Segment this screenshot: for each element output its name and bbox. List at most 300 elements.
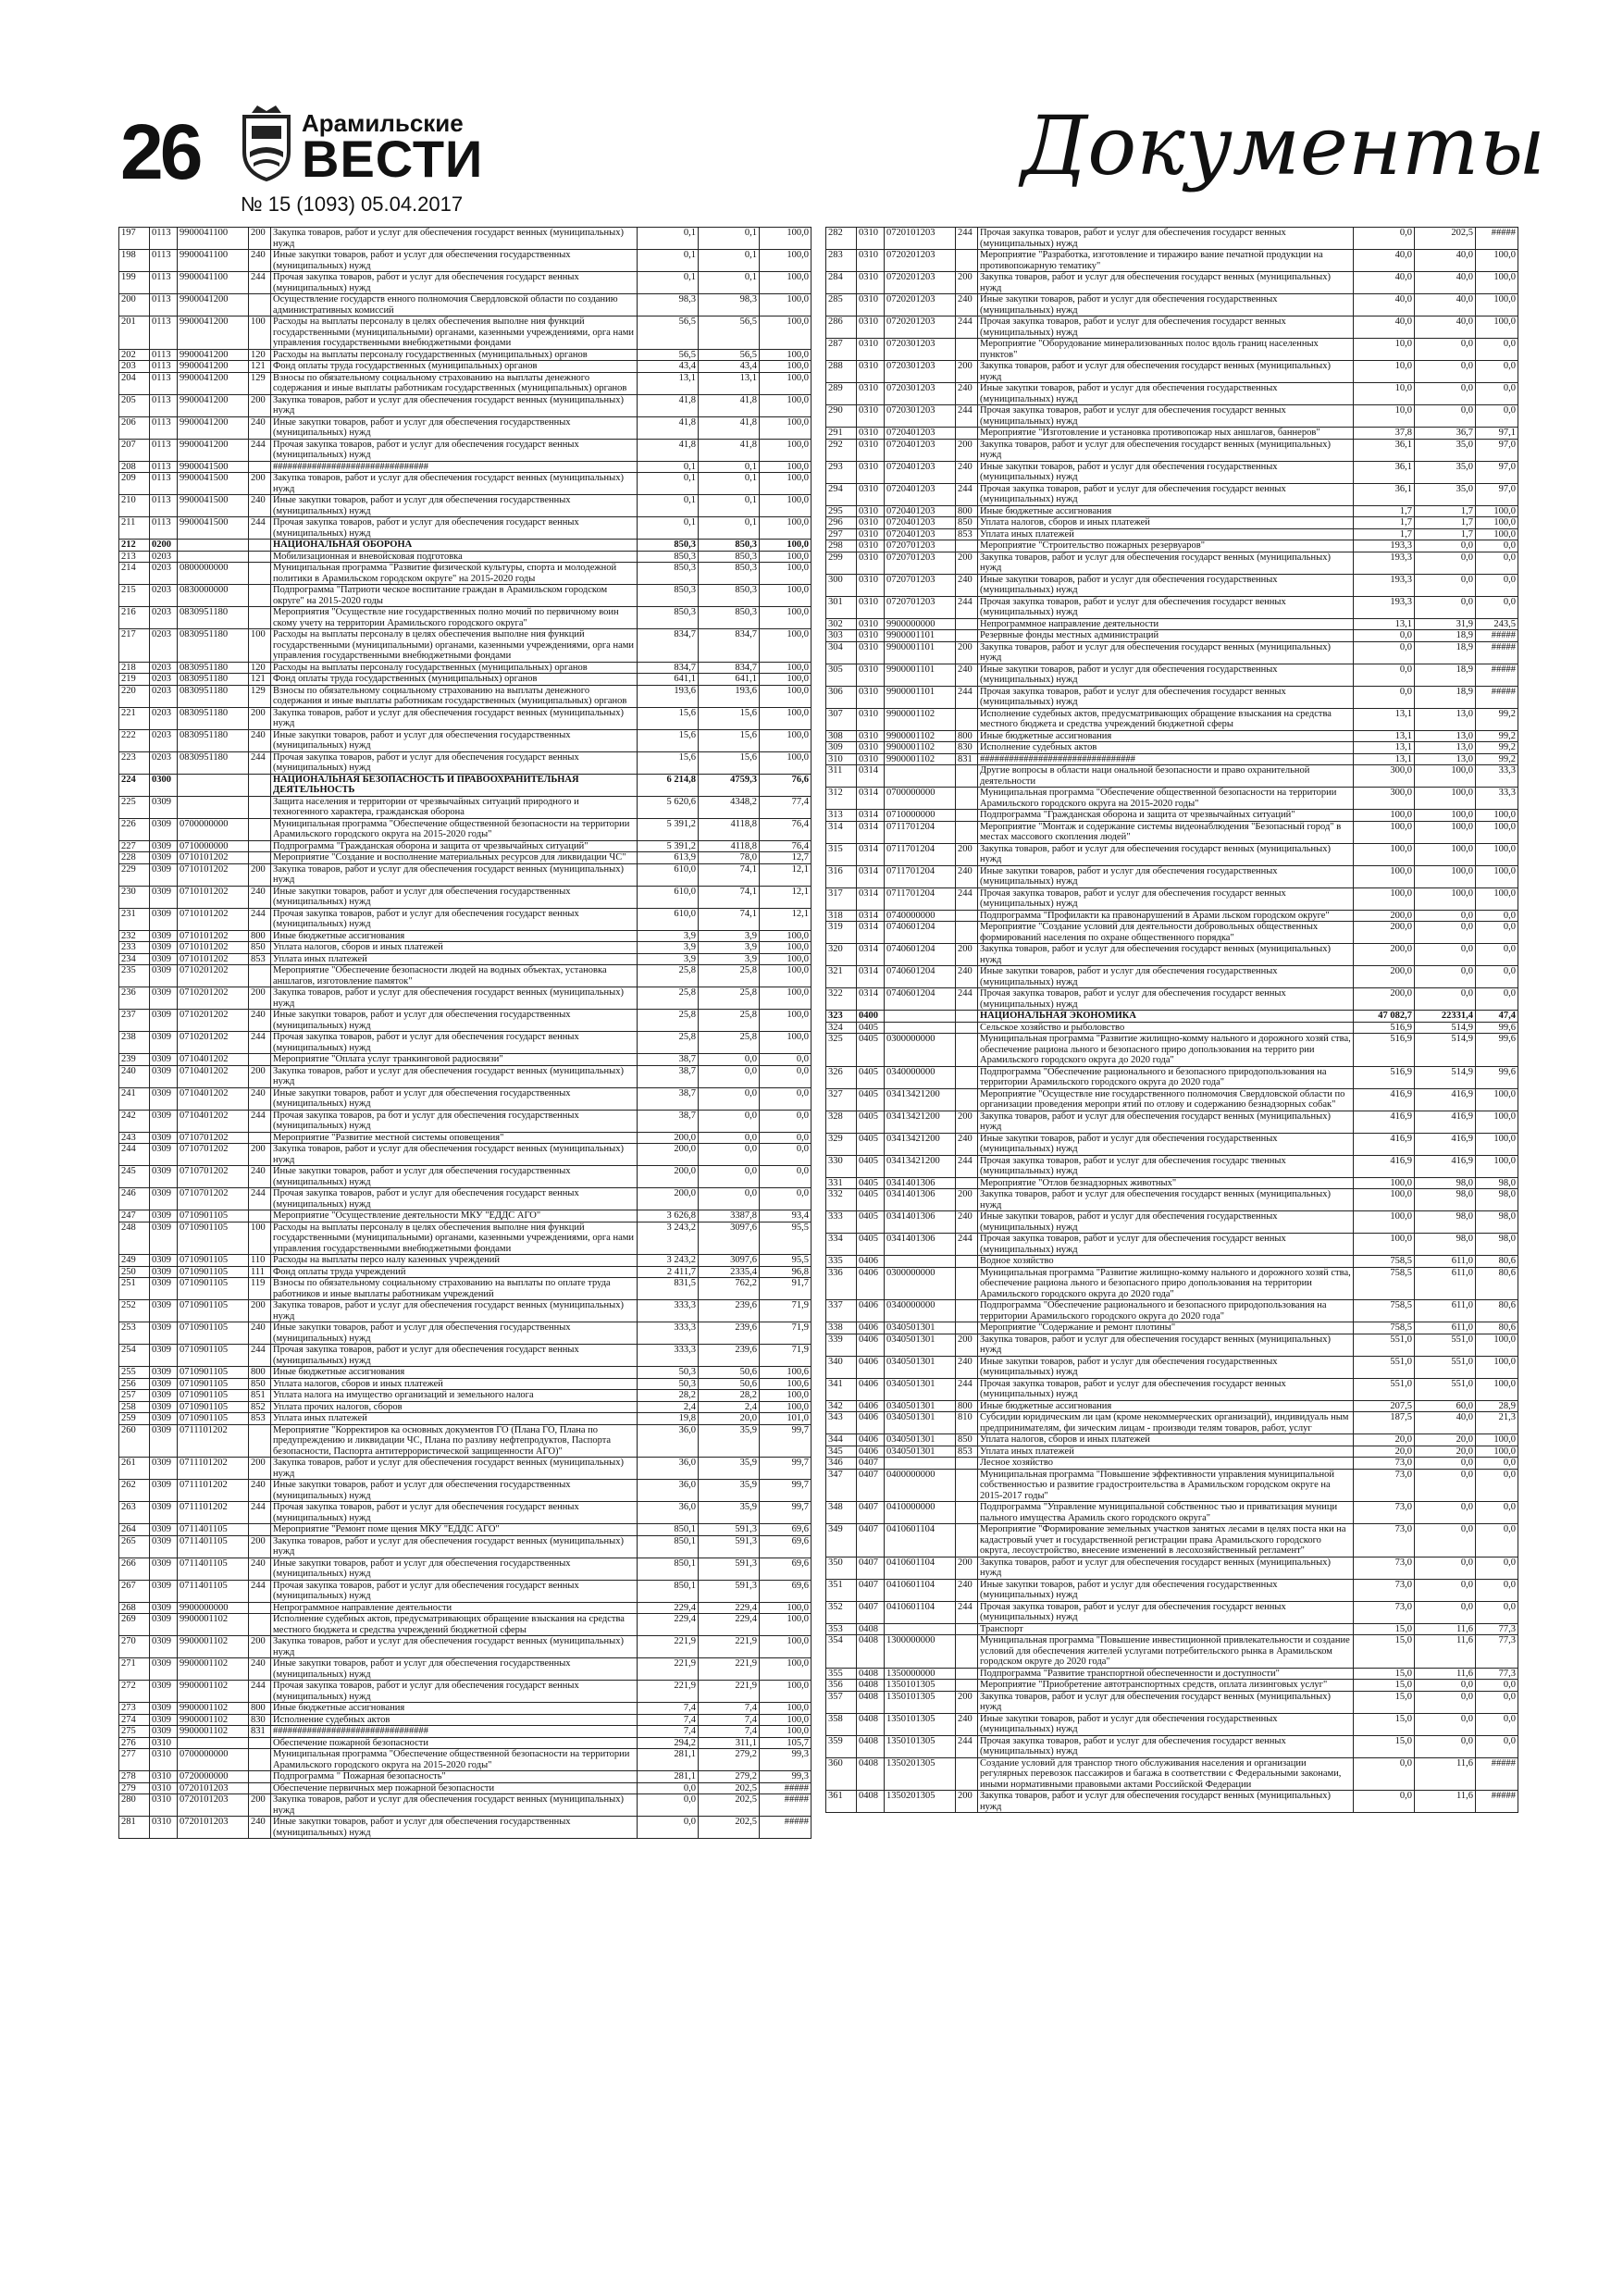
issue-info: № 15 (1093) 05.04.2017	[241, 192, 464, 216]
target-code: 0710901105	[178, 1255, 249, 1267]
expense-name: Мероприятие "Развитие местной системы оповещения"	[271, 1132, 638, 1144]
row-number: 330	[826, 1155, 857, 1177]
target-code: 1350101305	[885, 1680, 956, 1692]
expense-name: Мероприятие "Формирование земельных участков занятых лесами в целях поста нки на кадастровый учет и государственной регистрации права Арамильского городского округа, лесоустройство, внесение изменений в лесохозяйственный регламент"	[978, 1524, 1354, 1558]
plan-value: 6 214,8	[638, 774, 699, 796]
row-number: 268	[119, 1602, 150, 1614]
expense-type: 240	[956, 1356, 978, 1378]
expense-type: 200	[956, 1111, 978, 1133]
fact-value: 1,7	[1415, 528, 1476, 540]
expense-name: Прочая закупка товаров, работ и услуг для обеспечения государст венных (муниципальных) нужд	[271, 272, 638, 294]
percent-value: 0,0	[1476, 910, 1518, 922]
target-code: 0710101202	[178, 942, 249, 954]
section-code: 0309	[150, 1658, 178, 1681]
expense-type: 200	[956, 641, 978, 664]
fact-value: 0,0	[1415, 596, 1476, 618]
table-row	[119, 886, 812, 908]
row-number: 321	[826, 966, 857, 988]
percent-value: 0,0	[1476, 1579, 1518, 1601]
section-code: 0113	[150, 228, 178, 250]
percent-value: 100,0	[1476, 810, 1518, 822]
row-number: 276	[119, 1737, 150, 1749]
percent-value: 100,0	[1476, 505, 1518, 517]
fact-value: 202,5	[699, 1817, 760, 1839]
target-code: 0340501301	[885, 1334, 956, 1356]
expense-type	[956, 1322, 978, 1334]
target-code: 0710401202	[178, 1110, 249, 1132]
percent-value: 99,7	[760, 1502, 812, 1524]
fact-value: 0,0	[1415, 1524, 1476, 1558]
section-code: 0408	[857, 1791, 885, 1813]
plan-value: 416,9	[1354, 1111, 1415, 1133]
expense-type: 200	[249, 1458, 271, 1480]
expense-name: Мероприятие "Обеспечение безопасности людей на водных объектах, установка аншлагов, изготовление памяток"	[271, 965, 638, 987]
section-code: 0406	[857, 1256, 885, 1268]
target-code: 0720000000	[178, 1771, 249, 1783]
table-row	[119, 540, 812, 552]
target-code: 0740601204	[885, 922, 956, 944]
table-row	[119, 1054, 812, 1066]
fact-value: 7,4	[699, 1703, 760, 1715]
expense-type	[249, 607, 271, 629]
table-row	[826, 1757, 1518, 1791]
plan-value: 0,0	[638, 1817, 699, 1839]
table-row	[826, 1412, 1518, 1434]
expense-name: Прочая закупка товаров, работ и услуг для обеспечения государст венных (муниципальных) нужд	[271, 1188, 638, 1210]
percent-value: 100,0	[1476, 272, 1518, 294]
row-number: 319	[826, 922, 857, 944]
expense-name: Взносы по обязательному социальному страхованию на выплаты по оплате труда работников и иные выплаты работникам учреждений	[271, 1278, 638, 1300]
section-code: 0309	[150, 1558, 178, 1580]
section-code: 0408	[857, 1680, 885, 1692]
expense-type: 850	[249, 942, 271, 954]
table-row	[119, 751, 812, 774]
fact-value: 15,6	[699, 729, 760, 751]
expense-type: 200	[956, 552, 978, 574]
fact-value: 41,8	[699, 416, 760, 439]
table-row	[826, 765, 1518, 788]
table-row	[119, 1749, 812, 1771]
section-code: 0309	[150, 1144, 178, 1166]
section-code: 0310	[857, 428, 885, 440]
expense-type	[249, 563, 271, 585]
plan-value: 207,5	[1354, 1400, 1415, 1412]
percent-value: #####	[1476, 1791, 1518, 1813]
expense-type	[956, 1635, 978, 1669]
expense-type	[956, 1011, 978, 1023]
section-code: 0310	[857, 339, 885, 361]
target-code: 0410601104	[885, 1601, 956, 1623]
plan-value: 0,1	[638, 473, 699, 495]
fact-value: 13,0	[1415, 730, 1476, 742]
target-code: 9900041500	[178, 473, 249, 495]
fact-value: 50,6	[699, 1378, 760, 1390]
target-code: 0720701203	[885, 552, 956, 574]
section-code: 0309	[150, 1502, 178, 1524]
table-row	[826, 1234, 1518, 1256]
fact-value: 7,4	[699, 1726, 760, 1738]
section-code: 0309	[150, 1132, 178, 1144]
table-row	[826, 1189, 1518, 1211]
plan-value: 200,0	[1354, 910, 1415, 922]
plan-value: 56,5	[638, 349, 699, 361]
plan-value: 758,5	[1354, 1322, 1415, 1334]
section-code: 0113	[150, 416, 178, 439]
table-row	[119, 1737, 812, 1749]
expense-name: Мероприятие "Оплата услуг транкинговой радиосвязи"	[271, 1054, 638, 1066]
expense-name: Иные закупки товаров, работ и услуг для обеспечения государственных (муниципальных) нужд	[271, 1087, 638, 1110]
section-code: 0310	[857, 708, 885, 730]
row-number: 267	[119, 1580, 150, 1602]
target-code: 9900001102	[885, 742, 956, 754]
expense-type: 200	[956, 1791, 978, 1813]
expense-name: Подпрограмма "Управление муниципальной собственнос тью и приватизация муници пального имущества Арамиль ского городского округа"	[978, 1502, 1354, 1524]
plan-value: 13,1	[1354, 708, 1415, 730]
percent-value: 100,0	[760, 361, 812, 373]
section-code: 0406	[857, 1334, 885, 1356]
plan-value: 850,1	[638, 1558, 699, 1580]
expense-name: Мобилизационная и вневойсковая подготовка	[271, 551, 638, 563]
right-column	[825, 227, 1518, 1813]
percent-value: 0,0	[1476, 944, 1518, 966]
percent-value: 0,0	[1476, 1502, 1518, 1524]
expense-type	[249, 1771, 271, 1783]
percent-value: 0,0	[1476, 988, 1518, 1011]
percent-value: 80,6	[1476, 1300, 1518, 1322]
expense-type: 200	[956, 1189, 978, 1211]
expense-name: Субсидии юридическим ли цам (кроме некоммерческих организаций), индивидуаль ным предпринимателям, фи зическим лицам - производи телям товаров, работ, услуг	[978, 1412, 1354, 1434]
expense-type: 240	[956, 1713, 978, 1735]
percent-value: 100,6	[760, 1378, 812, 1390]
table-row	[119, 1210, 812, 1222]
table-row	[119, 1480, 812, 1502]
expense-name: Расходы на выплаты персоналу в целях обеспечения выполне ния функций государственными (муниципальными) органами, казенными учреждениями, орга нами управления государственными внебюджетными фондами	[271, 316, 638, 350]
row-number: 280	[119, 1794, 150, 1817]
section-code: 0310	[857, 483, 885, 505]
row-number: 285	[826, 294, 857, 316]
row-number: 222	[119, 729, 150, 751]
plan-value: 73,0	[1354, 1524, 1415, 1558]
expense-name: Подпрограмма "Патриоти ческое воспитание граждан в Арамильском городском округе" на 2015-2020 годы	[271, 585, 638, 607]
expense-type: 850	[956, 517, 978, 529]
target-code: 0830951180	[178, 685, 249, 707]
expense-type: 100	[249, 316, 271, 350]
target-code: 03413421200	[885, 1088, 956, 1111]
expense-type: 800	[249, 930, 271, 942]
target-code: 0710901105	[178, 1378, 249, 1390]
percent-value: #####	[760, 1794, 812, 1817]
expense-name: Мероприятие "Осуществле ние государственного полномочия Свердловской области по организации проведения меропри ятий по отлову и содержанию безнадзорных собак"	[978, 1088, 1354, 1111]
percent-value: 0,0	[1476, 1691, 1518, 1713]
expense-name: Лесное хозяйство	[978, 1458, 1354, 1470]
row-number: 348	[826, 1502, 857, 1524]
table-row	[119, 1524, 812, 1536]
target-code: 0710901105	[178, 1345, 249, 1367]
expense-type	[956, 1267, 978, 1300]
target-code: 0711701204	[885, 887, 956, 910]
expense-type	[956, 821, 978, 843]
fact-value: 56,5	[699, 349, 760, 361]
section-code: 0309	[150, 1166, 178, 1188]
fact-value: 850,3	[699, 551, 760, 563]
expense-name: Расходы на выплаты персоналу в целях обеспечения выполне ния функций государственными (муниципальными) органами, казенными учреждениями, орга нами управления государственными внебюджетными фондами	[271, 629, 638, 663]
target-code: 0340501301	[885, 1378, 956, 1400]
section-code: 0405	[857, 1211, 885, 1234]
fact-value: 0,0	[1415, 383, 1476, 405]
target-code: 0710101202	[178, 930, 249, 942]
expense-type: 240	[956, 574, 978, 596]
percent-value: 100,0	[760, 1032, 812, 1054]
table-row	[119, 729, 812, 751]
expense-type: 200	[249, 1065, 271, 1087]
expense-name: Прочая закупка товаров, работ и услуг для обеспечения государст венных (муниципальных) нужд	[271, 517, 638, 540]
table-row	[119, 1614, 812, 1636]
row-number: 311	[826, 765, 857, 788]
table-row	[826, 1088, 1518, 1111]
plan-value: 229,4	[638, 1602, 699, 1614]
plan-value: 20,0	[1354, 1434, 1415, 1446]
plan-value: 0,1	[638, 495, 699, 517]
target-code: 0720201203	[885, 316, 956, 339]
section-code: 0310	[857, 742, 885, 754]
row-number: 344	[826, 1434, 857, 1446]
target-code: 9900041200	[178, 349, 249, 361]
target-code: 0830951180	[178, 751, 249, 774]
target-code: 9900001102	[885, 708, 956, 730]
plan-value: 300,0	[1354, 788, 1415, 810]
fact-value: 18,9	[1415, 664, 1476, 686]
row-number: 349	[826, 1524, 857, 1558]
fact-value: 0,0	[1415, 405, 1476, 428]
table-row	[119, 1132, 812, 1144]
percent-value: 0,0	[1476, 1735, 1518, 1757]
plan-value: 758,5	[1354, 1256, 1415, 1268]
section-code: 0309	[150, 1065, 178, 1087]
target-code: 0340501301	[885, 1446, 956, 1458]
percent-value: 69,6	[760, 1580, 812, 1602]
target-code: 0710101202	[178, 953, 249, 965]
target-code: 0830951180	[178, 707, 249, 729]
percent-value: 0,0	[1476, 1601, 1518, 1623]
expense-name: ################################	[271, 1726, 638, 1738]
expense-name: Прочая закупка товаров, работ и услуг для обеспечения государст венных (муниципальных) нужд	[978, 483, 1354, 505]
table-row	[826, 630, 1518, 642]
row-number: 220	[119, 685, 150, 707]
plan-value: 200,0	[638, 1166, 699, 1188]
percent-value: 100,0	[760, 372, 812, 394]
percent-value: 80,6	[1476, 1256, 1518, 1268]
table-row	[119, 1322, 812, 1345]
expense-type: 244	[249, 1681, 271, 1703]
plan-value: 36,0	[638, 1502, 699, 1524]
plan-value: 38,7	[638, 1087, 699, 1110]
section-code: 0408	[857, 1623, 885, 1635]
expense-name: Уплата иных платежей	[978, 1446, 1354, 1458]
plan-value: 850,1	[638, 1535, 699, 1558]
table-row	[826, 944, 1518, 966]
section-code: 0310	[150, 1737, 178, 1749]
target-code: 0710701202	[178, 1132, 249, 1144]
table-row	[119, 361, 812, 373]
expense-name: Закупка товаров, работ и услуг для обеспечения государст венных (муниципальных) нужд	[271, 394, 638, 416]
row-number: 255	[119, 1367, 150, 1379]
expense-type	[956, 428, 978, 440]
expense-type: 200	[956, 843, 978, 865]
expense-name: Закупка товаров, работ и услуг для обеспечения государст венных (муниципальных) нужд	[978, 1791, 1354, 1813]
row-number: 210	[119, 495, 150, 517]
table-row	[119, 349, 812, 361]
table-row	[119, 1367, 812, 1379]
percent-value: 100,0	[760, 563, 812, 585]
row-number: 198	[119, 250, 150, 272]
expense-name: Иные закупки товаров, работ и услуг для обеспечения государственных (муниципальных) нужд	[978, 1356, 1354, 1378]
expense-name: Иные закупки товаров, работ и услуг для обеспечения государственных (муниципальных) нужд	[978, 1579, 1354, 1601]
expense-name: Муниципальная программа "Повышение эффективности управления муниципальной собственностью и развитие градостроительства в Арамильском городском округе на 2015-2017 годы"	[978, 1469, 1354, 1502]
fact-value: 514,9	[1415, 1022, 1476, 1034]
row-number: 270	[119, 1636, 150, 1658]
expense-type: 240	[249, 729, 271, 751]
percent-value: 100,0	[760, 495, 812, 517]
budget-table-right	[825, 227, 1518, 1813]
expense-name: Прочая закупка товаров, работ и услуг для обеспечения государст венных (муниципальных) нужд	[271, 1681, 638, 1703]
row-number: 224	[119, 774, 150, 796]
table-row	[119, 629, 812, 663]
fact-value: 514,9	[1415, 1034, 1476, 1067]
percent-value: 100,0	[1476, 1356, 1518, 1378]
row-number: 274	[119, 1714, 150, 1726]
table-row	[826, 1446, 1518, 1458]
section-code: 0309	[150, 852, 178, 864]
row-number: 215	[119, 585, 150, 607]
expense-type: 100	[249, 1222, 271, 1255]
percent-value: 100,0	[760, 662, 812, 674]
fact-value: 11,6	[1415, 1791, 1476, 1813]
fact-value: 279,2	[699, 1749, 760, 1771]
expense-name: Закупка товаров, работ и услуг для обеспечения государст венных (муниципальных) нужд	[978, 944, 1354, 966]
target-code: 0710201202	[178, 987, 249, 1010]
target-code: 0720701203	[885, 596, 956, 618]
expense-type: 240	[249, 495, 271, 517]
expense-name: Исполнение судебных актов	[271, 1714, 638, 1726]
expense-name: Иные закупки товаров, работ и услуг для обеспечения государственных (муниципальных) нужд	[271, 729, 638, 751]
target-code: 0341401306	[885, 1211, 956, 1234]
expense-type: 240	[249, 1658, 271, 1681]
expense-name: Резервные фонды местных администраций	[978, 630, 1354, 642]
target-code: 0710901105	[178, 1278, 249, 1300]
table-row	[826, 461, 1518, 483]
row-number: 361	[826, 1791, 857, 1813]
fact-value: 0,0	[1415, 1579, 1476, 1601]
plan-value: 610,0	[638, 886, 699, 908]
table-row	[119, 1817, 812, 1839]
target-code: 0410601104	[885, 1579, 956, 1601]
table-row	[826, 1111, 1518, 1133]
row-number: 355	[826, 1668, 857, 1680]
section-code: 0405	[857, 1133, 885, 1155]
plan-value: 0,1	[638, 250, 699, 272]
expense-type: 240	[956, 461, 978, 483]
fact-value: 0,0	[1415, 1680, 1476, 1692]
section-code: 0300	[150, 774, 178, 796]
percent-value: 100,0	[760, 585, 812, 607]
expense-type: 240	[249, 1087, 271, 1110]
plan-value: 13,1	[638, 372, 699, 394]
row-number: 245	[119, 1166, 150, 1188]
section-code: 0309	[150, 1413, 178, 1425]
expense-name: Иные закупки товаров, работ и услуг для обеспечения государственных (муниципальных) нужд	[271, 250, 638, 272]
expense-name: Защита населения и территории от чрезвычайных ситуаций природного и техногенного характера, гражданская оборона	[271, 796, 638, 818]
table-row	[119, 272, 812, 294]
expense-name: Иные закупки товаров, работ и услуг для обеспечения государственных (муниципальных) нужд	[978, 574, 1354, 596]
table-row	[826, 1469, 1518, 1502]
fact-value: 11,6	[1415, 1668, 1476, 1680]
section-code: 0309	[150, 1424, 178, 1458]
table-row	[826, 1155, 1518, 1177]
fact-value: 221,9	[699, 1658, 760, 1681]
expense-type: 200	[249, 1636, 271, 1658]
target-code: 0341401306	[885, 1189, 956, 1211]
expense-name: Закупка товаров, работ и услуг для обеспечения государст венных (муниципальных) нужд	[978, 272, 1354, 294]
section-code: 0310	[857, 383, 885, 405]
plan-value: 15,6	[638, 707, 699, 729]
row-number: 217	[119, 629, 150, 663]
target-code: 9900000000	[885, 618, 956, 630]
plan-value: 38,7	[638, 1054, 699, 1066]
table-row	[119, 1390, 812, 1402]
percent-value: 100,0	[760, 272, 812, 294]
section-code: 0309	[150, 987, 178, 1010]
table-row	[826, 250, 1518, 272]
row-number: 335	[826, 1256, 857, 1268]
row-number: 269	[119, 1614, 150, 1636]
row-number: 254	[119, 1345, 150, 1367]
table-row	[119, 1166, 812, 1188]
fact-value: 25,8	[699, 1032, 760, 1054]
plan-value: 36,0	[638, 1424, 699, 1458]
table-row	[826, 966, 1518, 988]
fact-value: 56,5	[699, 316, 760, 350]
percent-value: 100,0	[760, 751, 812, 774]
plan-value: 850,3	[638, 585, 699, 607]
row-number: 358	[826, 1713, 857, 1735]
fact-value: 3,9	[699, 930, 760, 942]
row-number: 247	[119, 1210, 150, 1222]
target-code: 0711401105	[178, 1580, 249, 1602]
plan-value: 850,1	[638, 1580, 699, 1602]
expense-type	[249, 1210, 271, 1222]
table-row	[826, 865, 1518, 887]
expense-type	[956, 1022, 978, 1034]
section-code: 0406	[857, 1300, 885, 1322]
table-row	[119, 439, 812, 461]
expense-name: Водное хозяйство	[978, 1256, 1354, 1268]
fact-value: 850,3	[699, 540, 760, 552]
expense-type: 200	[249, 228, 271, 250]
table-row	[826, 887, 1518, 910]
table-row	[119, 1681, 812, 1703]
percent-value: 99,7	[760, 1424, 812, 1458]
section-code: 0310	[857, 505, 885, 517]
target-code: 0720101203	[178, 1782, 249, 1794]
percent-value: 99,2	[1476, 753, 1518, 765]
plan-value: 200,0	[638, 1144, 699, 1166]
expense-name: Прочая закупка товаров, работ и услуг для обеспечения государст венных (муниципальных) нужд	[271, 751, 638, 774]
plan-value: 0,0	[1354, 641, 1415, 664]
expense-name: Иные закупки товаров, работ и услуг для обеспечения государственных (муниципальных) нужд	[271, 1817, 638, 1839]
fact-value: 0,1	[699, 517, 760, 540]
row-number: 265	[119, 1535, 150, 1558]
table-row	[826, 1635, 1518, 1669]
